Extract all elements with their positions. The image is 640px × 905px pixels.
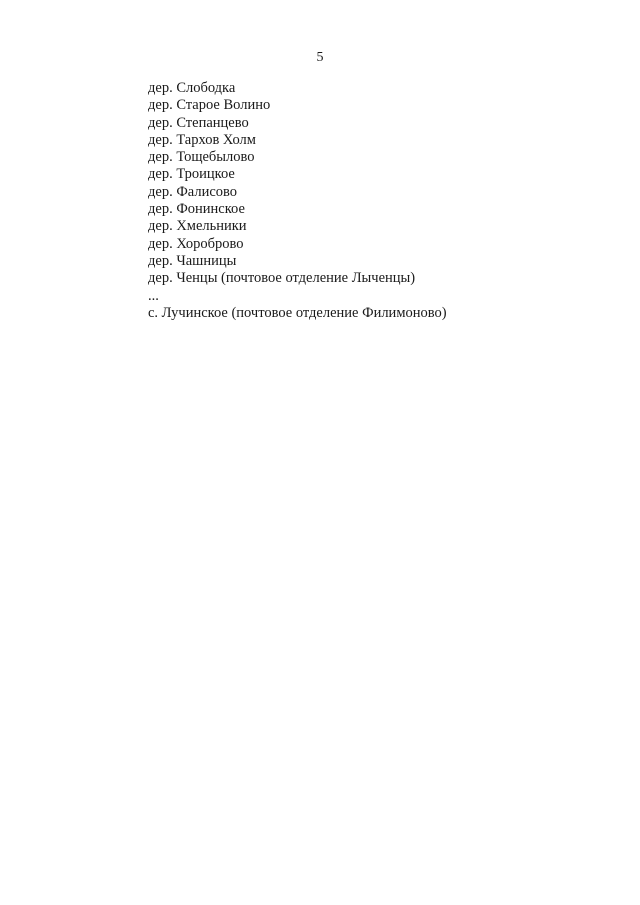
settlement-entry: дер. Троицкое (148, 166, 235, 183)
settlement-entry: дер. Фалисово (148, 183, 238, 200)
settlement-entry: дер. Степанцево (148, 114, 249, 131)
settlement-entry: дер. Чашницы (148, 252, 237, 269)
settlement-entry: ... (148, 287, 159, 304)
page-number: 5 (316, 50, 324, 65)
settlement-entry: дер. Слободка (148, 80, 236, 96)
settlement-entry: дер. Хмельники (148, 218, 247, 235)
settlement-entry: дер. Тощебылово (148, 149, 255, 166)
settlement-entry: дер. Хороброво (148, 235, 244, 252)
settlement-list (148, 80, 447, 322)
settlement-entry: дер. Старое Волино (148, 97, 271, 114)
settlement-entry: дер. Ченцы (почтовое отделение Лыченцы) (148, 270, 416, 287)
settlement-entry: дер. Тархов Холм (148, 131, 256, 148)
settlement-entry: с. Лучинское (почтовое отделение Филимоново) (148, 304, 447, 321)
settlement-entry: дер. Фонинское (148, 201, 245, 218)
